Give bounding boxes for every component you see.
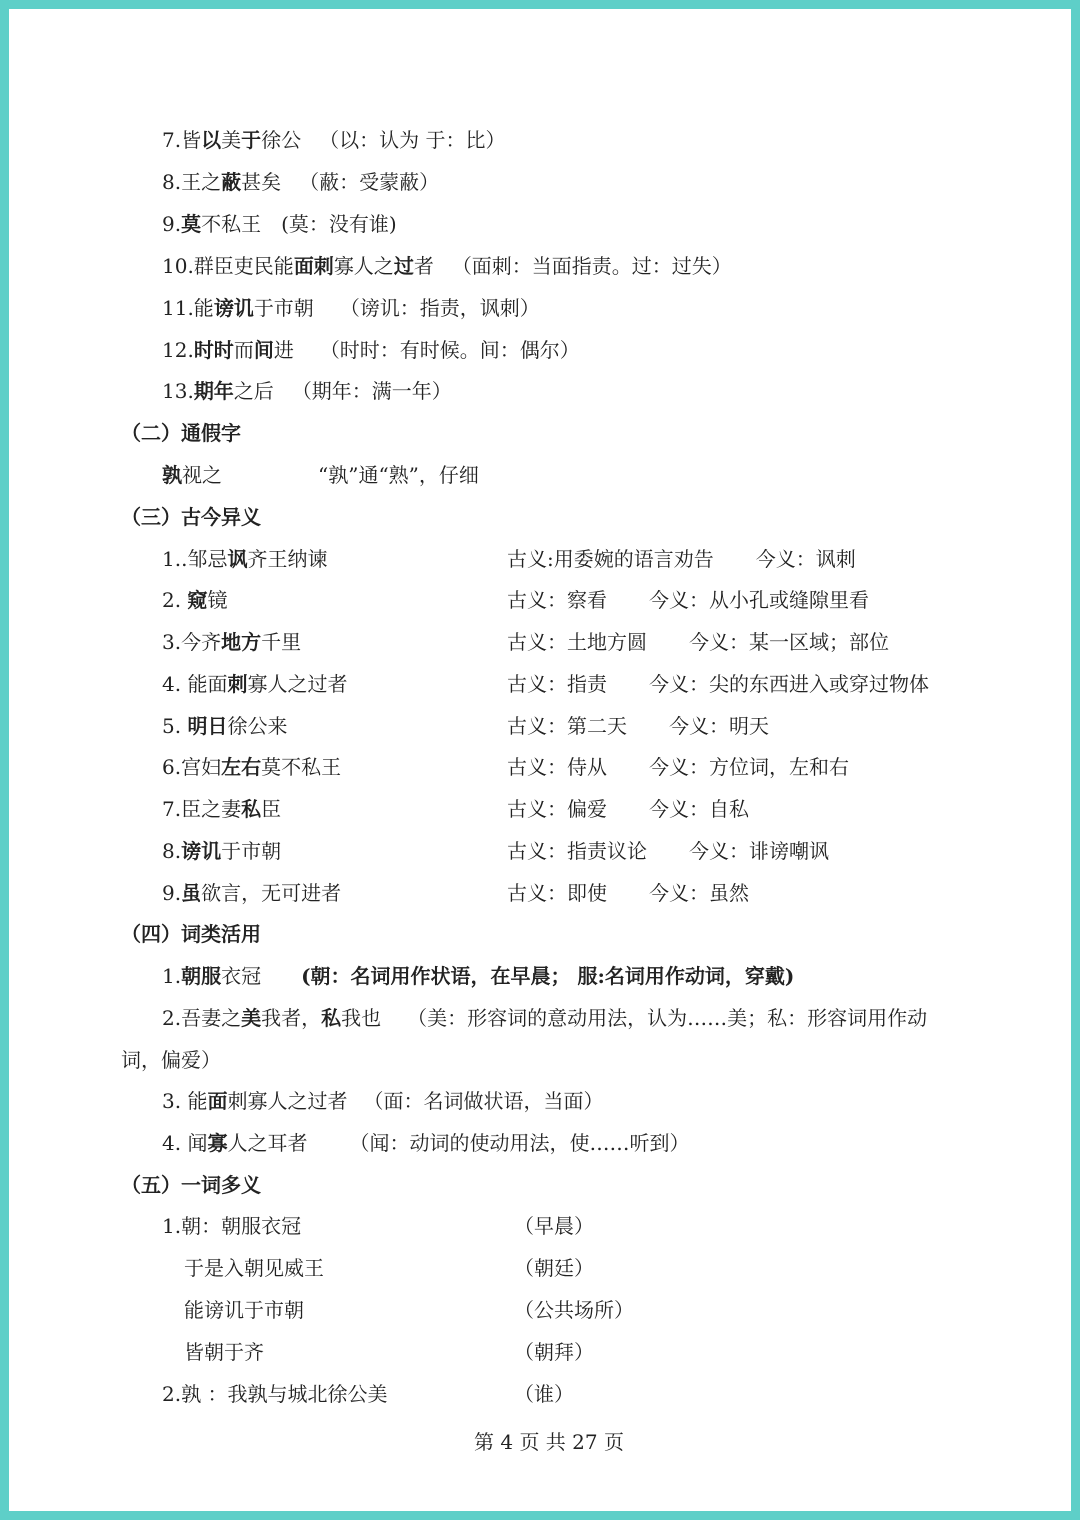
vocab-item-11: 11.能谤讥于市朝 （谤讥：指责，讽刺） <box>162 296 540 320</box>
gujin-item-8: 8.谤讥于市朝 古义：指责议论 今义：诽谤嘲讽 <box>162 839 829 863</box>
gujin-item-6: 6.宫妇左右莫不私王 古义：侍从 今义：方位词，左和右 <box>162 755 849 779</box>
yici-item-2-meaning: （谁） <box>514 1382 574 1406</box>
yici-item-1b: 于是入朝见威王 <box>184 1256 324 1280</box>
vocab-item-13: 13.期年之后 （期年：满一年） <box>162 379 452 403</box>
section-heading-yiciduoyi: （五）一词多义 <box>121 1173 261 1197</box>
gujin-item-2: 2. 窥镜 古义：察看 今义：从小孔或缝隙里看 <box>162 588 869 612</box>
cilei-item-2-continued: 词，偏爱） <box>121 1048 221 1072</box>
vocab-item-12: 12.时时而间进 （时时：有时候。间：偶尔） <box>162 338 580 362</box>
yici-item-1b-meaning: （朝廷） <box>514 1256 594 1280</box>
gujin-item-4: 4. 能面刺寡人之过者 古义：指责 今义：尖的东西进入或穿过物体 <box>162 672 929 696</box>
yici-item-1c: 能谤讥于市朝 <box>184 1298 304 1322</box>
yici-item-2-head: 2.孰 ：我孰与城北徐公美 <box>162 1382 388 1406</box>
vocab-item-10: 10.群臣吏民能面刺寡人之过者 （面刺：当面指责。过：过失） <box>162 254 732 278</box>
yici-item-1-meaning: （早晨） <box>514 1214 594 1238</box>
yici-item-1d-meaning: （朝拜） <box>514 1340 594 1364</box>
gujin-item-5: 5. 明日徐公来 古义：第二天 今义：明天 <box>162 714 769 738</box>
gujin-item-7: 7.臣之妻私臣 古义：偏爱 今义：自私 <box>162 797 749 821</box>
vocab-item-8: 8.王之蔽甚矣 （蔽：受蒙蔽） <box>162 170 440 194</box>
yici-item-1c-meaning: （公共场所） <box>514 1298 634 1322</box>
vocab-item-7: 7.皆以美于徐公 （以：认为 于：比） <box>162 128 506 152</box>
tongjiazi-item: 孰视之 “孰”通“熟”，仔细 <box>162 463 479 487</box>
section-heading-cileihuoyong: （四）词类活用 <box>121 922 261 946</box>
section-heading-tongjiazi: （二）通假字 <box>121 421 241 445</box>
yici-item-1d: 皆朝于齐 <box>184 1340 264 1364</box>
cilei-item-4: 4. 闻寡人之耳者 （闻：动词的使动用法，使……听到） <box>162 1131 690 1155</box>
gujin-item-3: 3.今齐地方千里 古义：土地方圆 今义：某一区域；部位 <box>162 630 889 654</box>
cilei-item-2: 2.吾妻之美我者，私我也 （美：形容词的意动用法，认为……美；私：形容词用作动 <box>162 1006 928 1030</box>
gujin-item-9: 9.虽欲言，无可进者 古义：即使 今义：虽然 <box>162 881 749 905</box>
vocab-item-9: 9.莫不私王 (莫：没有谁) <box>162 212 397 236</box>
yici-item-1-head: 1.朝：朝服衣冠 <box>162 1214 302 1238</box>
section-heading-gujinyiyi: （三）古今异义 <box>121 505 261 529</box>
gujin-item-1: 1..邹忌讽齐王纳谏 古义:用委婉的语言劝告 今义：讽刺 <box>162 547 856 571</box>
cilei-item-1: 1.朝服衣冠 (朝：名词用作状语，在早晨； 服:名词用作动词，穿戴) <box>162 964 795 988</box>
page-footer: 第 4 页 共 27 页 <box>474 1430 624 1454</box>
cilei-item-3: 3. 能面刺寡人之过者 （面：名词做状语，当面） <box>162 1089 604 1113</box>
